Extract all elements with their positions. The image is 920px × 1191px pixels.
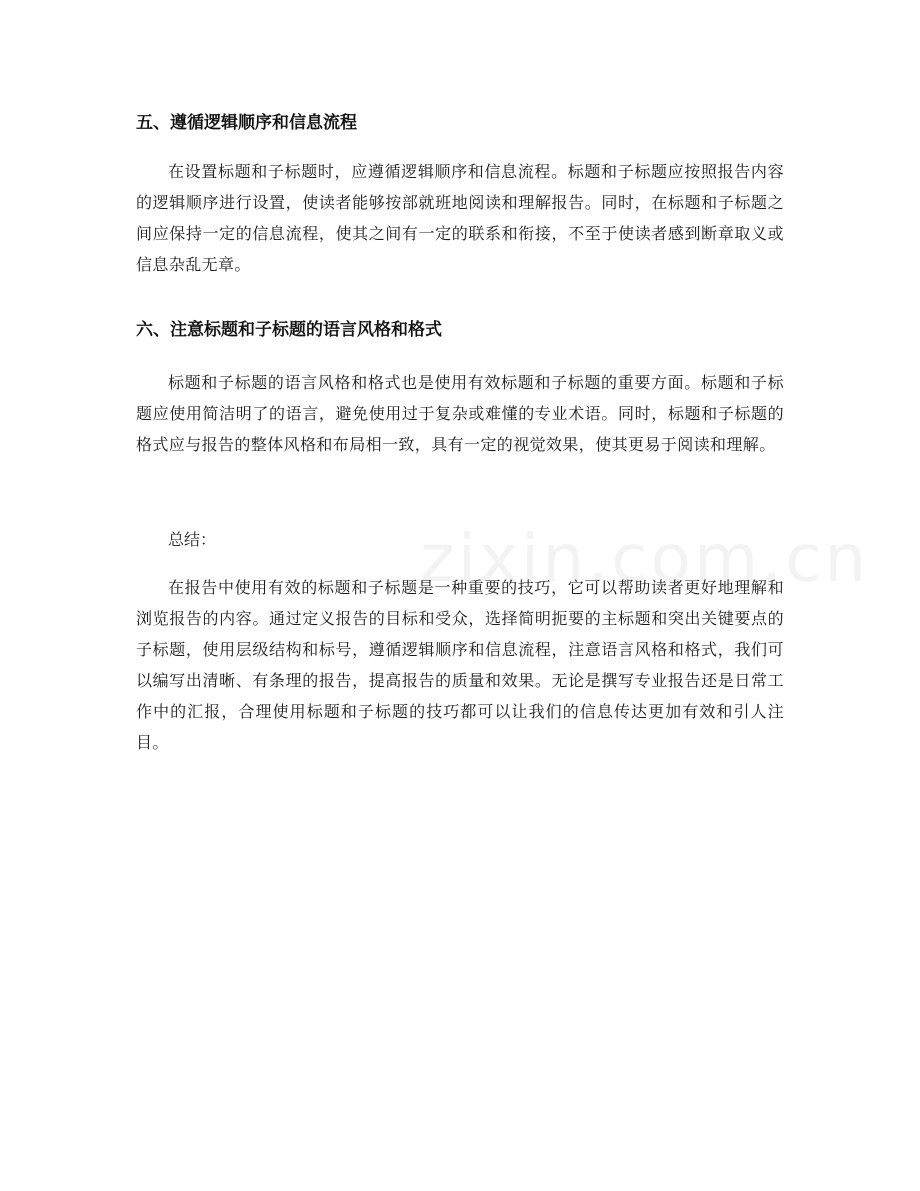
section-heading-5: 五、遵循逻辑顺序和信息流程 (136, 113, 357, 133)
summary-label: 总结： (168, 530, 217, 549)
summary-paragraph: 在报告中使用有效的标题和子标题是一种重要的技巧，它可以帮助读者更好地理解和浏览报告的内容。通过定义报告的目标和受众，选择简明扼要的主标题和突出关键要点的子标题，使用层级结构和标号，遵循逻辑顺序和信息流程，注意语言风格和格式，我们可以编写出清晰、有条理的报告，提高报告的质量和效果。无论是撰写专业报告还是日常工作中的汇报，合理使用标题和子标题的技巧都可以让我们的信息传达更加有效和引人注目。 (136, 578, 784, 752)
section-heading-6: 六、注意标题和子标题的语言风格和格式 (136, 320, 442, 340)
section-paragraph-6: 标题和子标题的语言风格和格式也是使用有效标题和子标题的重要方面。标题和子标题应使用简洁明了的语言，避免使用过于复杂或难懂的专业术语。同时，标题和子标题的格式应与报告的整体风格和布局相一致，具有一定的视觉效果，使其更易于阅读和理解。 (136, 373, 784, 454)
section-paragraph-5: 在设置标题和子标题时，应遵循逻辑顺序和信息流程。标题和子标题应按照报告内容的逻辑顺序进行设置，使读者能够按部就班地阅读和理解报告。同时，在标题和子标题之间应保持一定的信息流程，使其之间有一定的联系和衔接，不至于使读者感到断章取义或信息杂乱无章。 (136, 162, 784, 274)
